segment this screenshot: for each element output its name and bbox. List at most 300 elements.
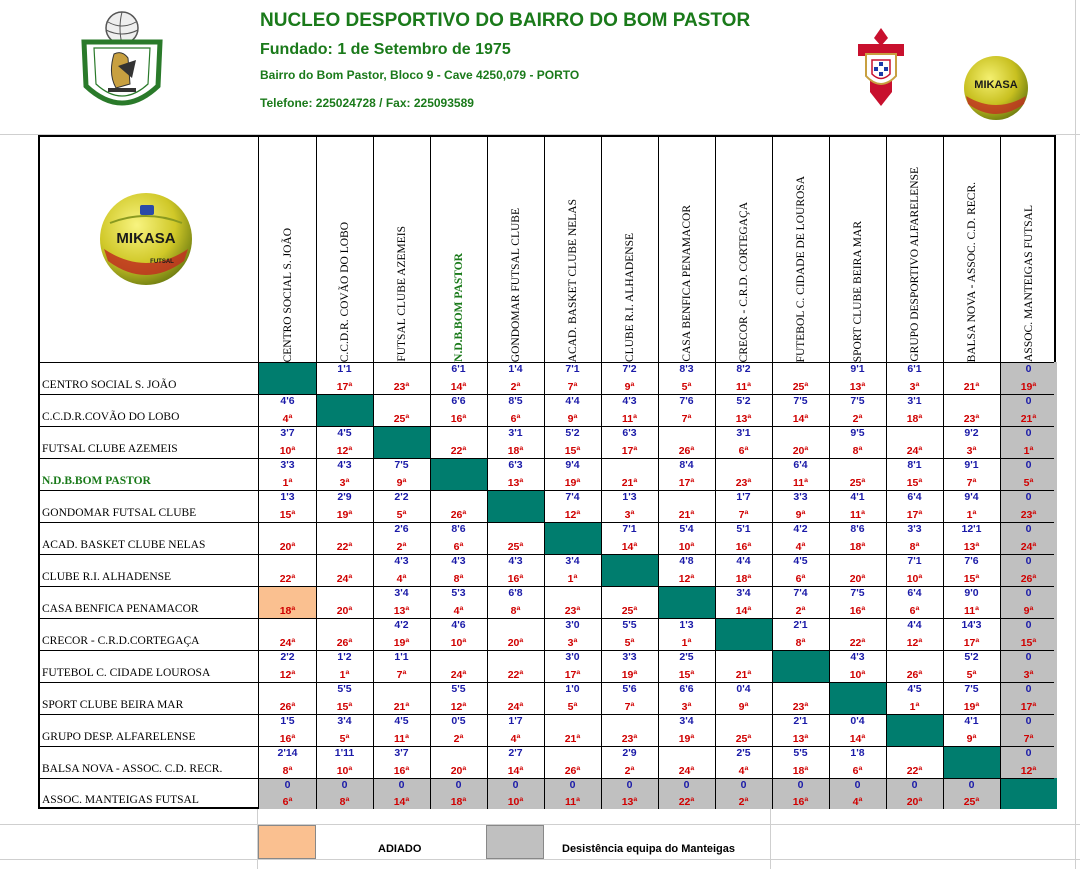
- result-cell: [886, 490, 943, 522]
- match-round: 16ª: [450, 413, 467, 425]
- match-score: 4'4: [736, 555, 751, 567]
- match-score: 0: [911, 779, 918, 791]
- match-score: 6'4: [907, 491, 922, 503]
- match-round: 16ª: [792, 796, 809, 808]
- grid-line: [40, 490, 1054, 491]
- match-round: 3ª: [624, 509, 635, 521]
- match-score: 1'7: [736, 491, 751, 503]
- match-round: 14ª: [735, 605, 752, 617]
- result-cell: [886, 618, 943, 650]
- match-round: 23ª: [621, 733, 638, 745]
- match-score: 2'14: [277, 747, 298, 759]
- result-cell: [259, 394, 316, 426]
- match-round: 2ª: [510, 381, 521, 393]
- match-round: 7ª: [738, 509, 749, 521]
- diagonal-cell: [658, 586, 715, 618]
- match-round: 1ª: [681, 637, 692, 649]
- match-round: 24ª: [336, 573, 353, 585]
- match-round: 20ª: [792, 445, 809, 457]
- match-round: 4ª: [453, 605, 464, 617]
- result-cell: [373, 746, 430, 778]
- match-round: 25ª: [735, 733, 752, 745]
- result-cell: [259, 458, 316, 490]
- result-cell: [487, 586, 544, 618]
- match-round: 9ª: [795, 509, 806, 521]
- club-phone: Telefone: 225024728 / Fax: 225093589: [260, 96, 474, 110]
- result-cell: [886, 554, 943, 586]
- row-header-team: CENTRO SOCIAL S. JOÃO: [42, 379, 177, 391]
- match-score: 6'4: [793, 459, 808, 471]
- match-score: 3'1: [907, 395, 922, 407]
- grid-line: [943, 137, 944, 809]
- result-cell: [943, 394, 1000, 426]
- row-header-team: CRECOR - C.R.D.CORTEGAÇA: [42, 635, 200, 647]
- result-cell: [544, 426, 601, 458]
- result-cell: [430, 522, 487, 554]
- match-score: 1'5: [280, 715, 295, 727]
- match-round: 9ª: [738, 701, 749, 713]
- match-round: 9ª: [396, 477, 407, 489]
- match-score: 3'4: [337, 715, 352, 727]
- result-cell: [829, 778, 886, 809]
- ball-label-text: FUTSAL: [150, 259, 174, 265]
- match-round: 2ª: [852, 413, 863, 425]
- result-cell: [487, 362, 544, 394]
- match-score: 9'4: [964, 491, 979, 503]
- result-cell: [943, 362, 1000, 394]
- result-cell: [373, 394, 430, 426]
- diagonal-cell: [487, 490, 544, 522]
- result-cell: [658, 458, 715, 490]
- match-round: 7ª: [1023, 733, 1034, 745]
- match-score: 3'3: [280, 459, 295, 471]
- match-round: 1ª: [1023, 445, 1034, 457]
- match-round: 3ª: [567, 637, 578, 649]
- mikasa-ball-large: [96, 189, 196, 289]
- result-cell: [259, 618, 316, 650]
- match-score: 4'4: [907, 619, 922, 631]
- match-score: 3'4: [394, 587, 409, 599]
- match-score: 8'5: [508, 395, 523, 407]
- result-cell: [886, 458, 943, 490]
- match-round: 22ª: [906, 765, 923, 777]
- grid-line: [40, 682, 1054, 683]
- grid-line: [40, 426, 1054, 427]
- match-score: 0'4: [850, 715, 865, 727]
- page-header: [0, 0, 1080, 135]
- match-round: 10ª: [336, 765, 353, 777]
- match-score: 9'0: [964, 587, 979, 599]
- match-round: 3ª: [681, 701, 692, 713]
- match-round: 12ª: [678, 573, 695, 585]
- result-cell: [373, 682, 430, 714]
- result-cell: [259, 714, 316, 746]
- match-round: 17ª: [336, 381, 353, 393]
- result-cell: [829, 714, 886, 746]
- result-cell: [316, 714, 373, 746]
- result-cell: [715, 394, 772, 426]
- match-round: 5ª: [396, 509, 407, 521]
- result-cell: [487, 458, 544, 490]
- match-round: 23ª: [792, 701, 809, 713]
- row-header-team: GONDOMAR FUTSAL CLUBE: [42, 507, 197, 519]
- result-cell: [715, 778, 772, 809]
- column-header-label: N.D.B.BOM PASTOR: [452, 253, 465, 362]
- match-round: 20ª: [906, 796, 923, 808]
- match-score: 7'4: [793, 587, 808, 599]
- match-round: 26ª: [1020, 573, 1037, 585]
- match-round: 19ª: [678, 733, 695, 745]
- diagonal-cell: [772, 650, 829, 682]
- result-cell: [430, 586, 487, 618]
- result-cell: [658, 554, 715, 586]
- result-cell: [487, 522, 544, 554]
- match-score: 1'7: [508, 715, 523, 727]
- grid-line: [40, 394, 1054, 395]
- match-round: 24ª: [678, 765, 695, 777]
- diagonal-cell: [1000, 778, 1057, 809]
- match-round: 11ª: [565, 796, 580, 808]
- result-cell: [886, 586, 943, 618]
- portugal-federation-emblem: [848, 26, 914, 110]
- match-score: 0: [1025, 651, 1032, 663]
- match-score: 0: [1025, 491, 1032, 503]
- result-cell: [259, 490, 316, 522]
- match-score: 3'4: [679, 715, 694, 727]
- match-round: 4ª: [510, 733, 521, 745]
- match-round: 16ª: [507, 573, 524, 585]
- match-score: 1'2: [337, 651, 352, 663]
- result-cell: [487, 650, 544, 682]
- match-score: 5'4: [679, 523, 694, 535]
- match-score: 0: [1025, 427, 1032, 439]
- club-address: Bairro do Bom Pastor, Bloco 9 - Cave 4250,079 - PORTO: [260, 68, 580, 82]
- column-header-team: [601, 137, 658, 362]
- result-cell: [772, 586, 829, 618]
- match-round: 19ª: [1020, 381, 1037, 393]
- result-cell: [943, 618, 1000, 650]
- match-round: 1ª: [909, 701, 920, 713]
- result-cell: [544, 682, 601, 714]
- result-cell: [316, 458, 373, 490]
- match-round: 17ª: [1020, 701, 1037, 713]
- result-cell: [316, 682, 373, 714]
- match-score: 5'5: [622, 619, 637, 631]
- match-score: 4'8: [679, 555, 694, 567]
- match-score: 0: [569, 779, 576, 791]
- match-score: 8'4: [679, 459, 694, 471]
- row-header-team: ACAD. BASKET CLUBE NELAS: [42, 539, 206, 551]
- result-cell: [487, 778, 544, 809]
- match-round: 12ª: [336, 445, 353, 457]
- result-cell: [259, 746, 316, 778]
- result-cell: [430, 362, 487, 394]
- match-round: 8ª: [795, 637, 806, 649]
- match-score: 6'4: [907, 587, 922, 599]
- result-cell: [316, 778, 373, 809]
- grid-line: [40, 554, 1054, 555]
- column-header-team: [316, 137, 373, 362]
- match-round: 19ª: [393, 637, 410, 649]
- match-round: 10ª: [678, 541, 695, 553]
- result-cell: [772, 778, 829, 809]
- grid-line: [40, 586, 1054, 587]
- match-round: 20ª: [336, 605, 353, 617]
- founded-date: Fundado: 1 de Setembro de 1975: [260, 41, 511, 58]
- match-round: 7ª: [681, 413, 692, 425]
- result-cell: [715, 490, 772, 522]
- result-cell: [943, 778, 1000, 809]
- row-header-team: CLUBE R.I. ALHADENSE: [42, 571, 172, 583]
- match-round: 13ª: [849, 381, 866, 393]
- match-round: 20ª: [849, 573, 866, 585]
- result-cell: [316, 554, 373, 586]
- match-score: 6'8: [508, 587, 523, 599]
- match-round: 10ª: [507, 796, 524, 808]
- result-cell: [715, 746, 772, 778]
- match-score: 5'6: [622, 683, 637, 695]
- match-score: 12'1: [961, 523, 982, 535]
- result-cell: [715, 522, 772, 554]
- result-cell: [601, 714, 658, 746]
- diagonal-cell: [886, 714, 943, 746]
- match-score: 0: [1025, 555, 1032, 567]
- match-round: 14ª: [621, 541, 638, 553]
- match-score: 0: [1025, 363, 1032, 375]
- result-cell: [715, 458, 772, 490]
- result-cell: [373, 714, 430, 746]
- result-cell: [886, 682, 943, 714]
- result-cell: [772, 682, 829, 714]
- match-round: 1ª: [966, 509, 977, 521]
- match-score: 3'1: [736, 427, 751, 439]
- match-score: 4'5: [793, 555, 808, 567]
- result-cell: [886, 362, 943, 394]
- match-round: 3ª: [1023, 669, 1034, 681]
- column-header-team: [1000, 137, 1057, 362]
- legend-postponed-swatch: [258, 825, 316, 859]
- match-round: 17ª: [621, 445, 638, 457]
- result-cell: [886, 778, 943, 809]
- column-header-team: [544, 137, 601, 362]
- match-round: 23ª: [735, 477, 752, 489]
- match-round: 26ª: [678, 445, 695, 457]
- match-score: 0: [341, 779, 348, 791]
- grid-line: [40, 714, 1054, 715]
- result-cell: [715, 650, 772, 682]
- grid-line: [886, 137, 887, 809]
- match-round: 10ª: [279, 445, 296, 457]
- match-round: 22ª: [450, 445, 467, 457]
- match-score: 14'3: [961, 619, 982, 631]
- match-round: 15ª: [336, 701, 353, 713]
- match-round: 18ª: [906, 413, 923, 425]
- result-cell: [259, 586, 316, 618]
- match-round: 6ª: [453, 541, 464, 553]
- result-cell: [430, 650, 487, 682]
- result-cell: [772, 490, 829, 522]
- match-score: 5'2: [736, 395, 751, 407]
- result-cell: [316, 522, 373, 554]
- result-cell: [658, 778, 715, 809]
- result-cell: [259, 522, 316, 554]
- result-cell: [373, 362, 430, 394]
- result-cell: [886, 650, 943, 682]
- grid-line: [316, 137, 317, 809]
- column-header-label: GRUPO DESPORTIVO ALFARELENSE: [908, 167, 921, 362]
- match-round: 11ª: [793, 477, 808, 489]
- match-score: 3'7: [394, 747, 409, 759]
- match-round: 12ª: [564, 509, 581, 521]
- match-round: 7ª: [567, 381, 578, 393]
- column-header-label: FUTSAL CLUBE AZEMEIS: [395, 226, 408, 362]
- result-cell: [544, 554, 601, 586]
- result-cell: [658, 362, 715, 394]
- results-matrix: [38, 135, 1056, 809]
- result-cell: [1000, 650, 1057, 682]
- match-round: 22ª: [849, 637, 866, 649]
- row-header-team: GRUPO DESP. ALFARELENSE: [42, 731, 196, 743]
- match-round: 5ª: [567, 701, 578, 713]
- result-cell: [487, 554, 544, 586]
- match-round: 8ª: [339, 796, 350, 808]
- match-score: 7'1: [622, 523, 637, 535]
- match-score: 8'2: [736, 363, 751, 375]
- result-cell: [658, 618, 715, 650]
- result-cell: [1000, 618, 1057, 650]
- match-round: 15ª: [564, 445, 581, 457]
- match-round: 2ª: [624, 765, 635, 777]
- match-score: 4'3: [337, 459, 352, 471]
- legend-withdrawal-swatch: [486, 825, 544, 859]
- result-cell: [430, 490, 487, 522]
- result-cell: [430, 682, 487, 714]
- match-round: 19ª: [621, 669, 638, 681]
- match-score: 2'7: [508, 747, 523, 759]
- match-round: 6ª: [282, 796, 293, 808]
- match-score: 4'3: [451, 555, 466, 567]
- row-header-team: FUTSAL CLUBE AZEMEIS: [42, 443, 178, 455]
- match-round: 5ª: [681, 381, 692, 393]
- diagonal-cell: [715, 618, 772, 650]
- result-cell: [601, 394, 658, 426]
- result-cell: [772, 426, 829, 458]
- result-cell: [544, 778, 601, 809]
- club-crest-logo: [78, 8, 166, 120]
- match-round: 6ª: [795, 573, 806, 585]
- match-score: 5'5: [337, 683, 352, 695]
- match-score: 2'9: [337, 491, 352, 503]
- result-cell: [373, 554, 430, 586]
- match-score: 1'3: [280, 491, 295, 503]
- column-header-team: [658, 137, 715, 362]
- match-round: 14ª: [393, 796, 410, 808]
- match-round: 2ª: [795, 605, 806, 617]
- match-round: 22ª: [678, 796, 695, 808]
- match-score: 9'5: [850, 427, 865, 439]
- match-round: 10ª: [849, 669, 866, 681]
- match-score: 0: [797, 779, 804, 791]
- match-score: 4'5: [337, 427, 352, 439]
- diagonal-cell: [943, 746, 1000, 778]
- column-header-label: FUTEBOL C. CIDADE DE LOUROSA: [794, 175, 807, 362]
- match-score: 0: [1025, 683, 1032, 695]
- result-cell: [259, 426, 316, 458]
- result-cell: [544, 362, 601, 394]
- match-round: 23ª: [564, 605, 581, 617]
- match-score: 1'0: [565, 683, 580, 695]
- result-cell: [772, 746, 829, 778]
- match-score: 7'1: [907, 555, 922, 567]
- column-header-label: BALSA NOVA - ASSOC. C.D. RECR.: [965, 181, 978, 362]
- result-cell: [943, 586, 1000, 618]
- match-score: 0: [1025, 715, 1032, 727]
- match-round: 24ª: [450, 669, 467, 681]
- result-cell: [1000, 490, 1057, 522]
- match-round: 15ª: [1020, 637, 1037, 649]
- row-header-team: N.D.B.BOM PASTOR: [42, 475, 151, 487]
- match-score: 6'1: [451, 363, 466, 375]
- match-round: 16ª: [849, 605, 866, 617]
- result-cell: [487, 682, 544, 714]
- result-cell: [316, 490, 373, 522]
- column-header-label: CENTRO SOCIAL S. JOÃO: [281, 227, 294, 362]
- match-round: 17ª: [678, 477, 695, 489]
- result-cell: [886, 522, 943, 554]
- result-cell: [658, 714, 715, 746]
- match-round: 4ª: [282, 413, 293, 425]
- match-score: 7'5: [964, 683, 979, 695]
- grid-line: [373, 137, 374, 809]
- result-cell: [601, 746, 658, 778]
- match-round: 7ª: [624, 701, 635, 713]
- column-header-team: [259, 137, 316, 362]
- grid-line: [40, 522, 1054, 523]
- match-round: 6ª: [909, 605, 920, 617]
- match-score: 2'2: [394, 491, 409, 503]
- match-score: 6'3: [508, 459, 523, 471]
- result-cell: [601, 778, 658, 809]
- result-cell: [601, 362, 658, 394]
- row-header-team: ASSOC. MANTEIGAS FUTSAL: [42, 794, 199, 806]
- match-round: 19ª: [564, 477, 581, 489]
- match-round: 9ª: [1023, 605, 1034, 617]
- match-score: 1'3: [622, 491, 637, 503]
- match-round: 21ª: [735, 669, 752, 681]
- result-cell: [373, 618, 430, 650]
- match-round: 12ª: [906, 637, 923, 649]
- result-cell: [1000, 394, 1057, 426]
- match-score: 0: [740, 779, 747, 791]
- match-round: 3ª: [909, 381, 920, 393]
- match-score: 9'1: [850, 363, 865, 375]
- legend-postponed-label: ADIADO: [378, 843, 422, 855]
- column-header-label: CLUBE R.I. ALHADENSE: [623, 232, 636, 362]
- match-score: 7'5: [850, 587, 865, 599]
- match-round: 25ª: [849, 477, 866, 489]
- result-cell: [544, 618, 601, 650]
- result-cell: [1000, 714, 1057, 746]
- match-round: 11ª: [736, 381, 751, 393]
- match-round: 17ª: [963, 637, 980, 649]
- match-round: 6ª: [510, 413, 521, 425]
- match-score: 2'2: [280, 651, 295, 663]
- result-cell: [715, 714, 772, 746]
- result-cell: [829, 458, 886, 490]
- match-round: 19ª: [963, 701, 980, 713]
- result-cell: [715, 554, 772, 586]
- match-round: 23ª: [963, 413, 980, 425]
